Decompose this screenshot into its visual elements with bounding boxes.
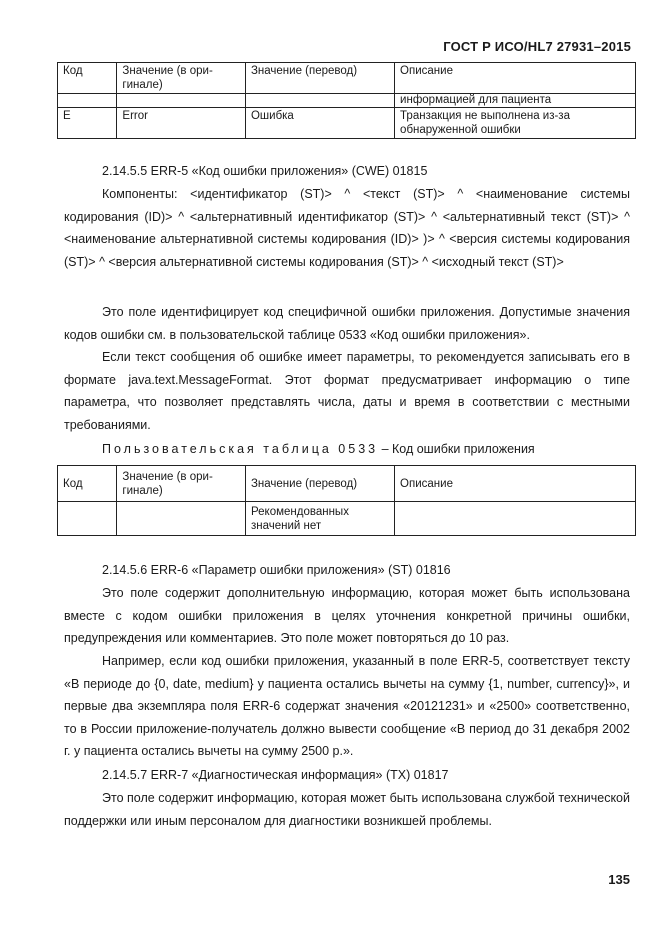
- table-cell: Транзакция не выполнена из-за обнаруженной ошибки: [395, 108, 636, 139]
- table-caption-prefix: Пользовательская таблица 0533: [102, 442, 379, 456]
- table-cell: E: [58, 108, 117, 139]
- paragraph-err5-1: Это поле идентифицирует код специфичной ошибки приложения. Допустимые значения кодов ошибки см. в пользовательской таблице 0533 «Код ошибки приложения».: [64, 305, 630, 342]
- table-cell: [58, 94, 117, 108]
- table-cell: информацией для пациента: [395, 94, 636, 108]
- table-row: [58, 108, 636, 139]
- column-header-code: Код: [58, 466, 117, 502]
- table-cell: Рекомендованных значений нет: [245, 502, 394, 536]
- table-cell: Error: [117, 108, 246, 139]
- column-header-code: Код: [58, 63, 117, 94]
- column-header-description: Описание: [395, 466, 636, 502]
- section-heading-err5: 2.14.5.5 ERR-5 «Код ошибки приложения» (CWE) 01815: [102, 164, 428, 178]
- section-heading-err6: 2.14.5.6 ERR-6 «Параметр ошибки приложения» (ST) 01816: [102, 563, 451, 577]
- table-header-row: [58, 63, 636, 94]
- page-number: 135: [608, 872, 630, 887]
- table-row: [58, 502, 636, 536]
- table-caption-suffix: – Код ошибки приложения: [378, 442, 535, 456]
- column-header-translation: Значение (перевод): [245, 63, 394, 94]
- table-continuation: [57, 62, 636, 139]
- table-caption: [102, 438, 535, 461]
- paragraph-err7-1: Это поле содержит информацию, которая может быть использована службой технической поддержки или иным персоналом для диагностики возникшей проблемы.: [64, 791, 630, 828]
- table-cell: [395, 502, 636, 536]
- column-header-original: Значение (в ори-гинале): [117, 466, 246, 502]
- table-cell: Ошибка: [245, 108, 394, 139]
- column-header-description: Описание: [395, 63, 636, 94]
- table-cell: [58, 502, 117, 536]
- column-header-translation: Значение (перевод): [245, 466, 394, 502]
- table-header-row: [58, 466, 636, 502]
- paragraph-err5-2: Если текст сообщения об ошибке имеет параметры, то рекомендуется записывать его в формате java.text.MessageFormat. Этот формат предусматривает информацию о типе параметра, что позволяет представлять числа, даты и время в соответствии с местными требованиями.: [64, 350, 630, 432]
- paragraph-components: Компоненты: <идентификатор (ST)> ^ <текст (ST)> ^ <наименование системы кодирования (ID)> ^ <альтернативный идентификатор (ST)> ^ <альтернативный текст (ST)> ^ <наименование альтернативной системы кодирования (ID)> )> ^ <версия системы кодирования (ST)> ^ <версия альтернативной системы кодирования (ST)> ^ <исходный текст (ST)>: [64, 187, 630, 269]
- column-header-original: Значение (в ори-гинале): [117, 63, 246, 94]
- document-header: ГОСТ Р ИСО/HL7 27931–2015: [443, 39, 631, 54]
- paragraph-err6-1: Это поле содержит дополнительную информацию, которая может быть использована вместе с кодом ошибки приложения в целях уточнения конкретной причины ошибки, предупреждения или комментариев. Это поле может повторяться до 10 раз.: [64, 586, 630, 645]
- table-0533: [57, 465, 636, 536]
- table-cell: [117, 94, 246, 108]
- table-cell: [117, 502, 246, 536]
- paragraph-err6-2: Например, если код ошибки приложения, указанный в поле ERR-5, соответствует тексту «В периоде до {0, date, medium} у пациента остались вычеты на сумму {1, number, currency}», и первые два экземпляра поля ERR-6 содержат значения «20121231» и «2500» соответственно, то в России приложение-получатель должно вывести сообщение «В период до 31 декабря 2002 г. у пациента остались вычеты на сумму 2500 р.».: [64, 654, 630, 758]
- table-cell: [245, 94, 394, 108]
- table-row: [58, 94, 636, 108]
- section-heading-err7: 2.14.5.7 ERR-7 «Диагностическая информация» (TX) 01817: [102, 768, 449, 782]
